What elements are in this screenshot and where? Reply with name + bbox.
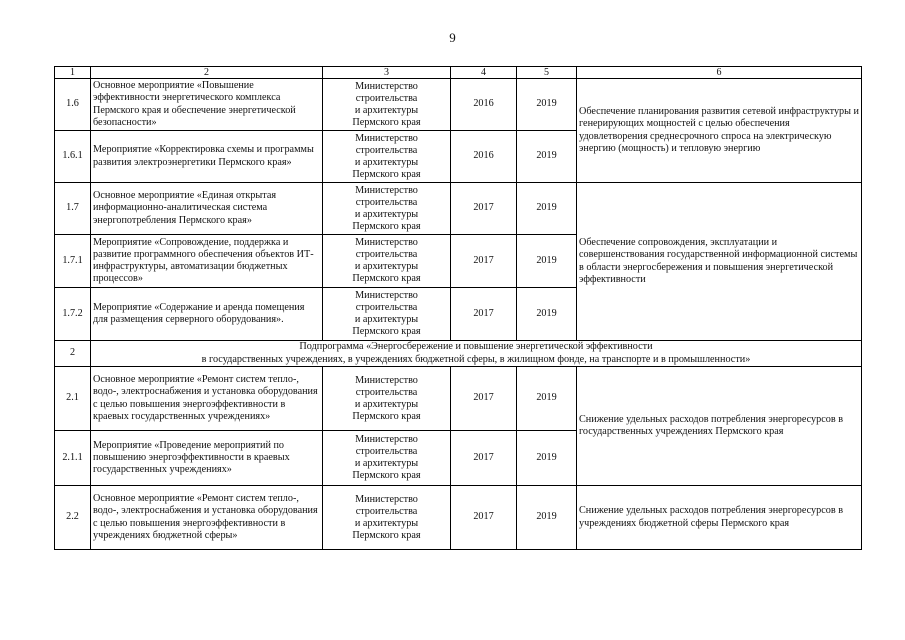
column-number-row bbox=[55, 67, 862, 79]
measure-name: Мероприятие «Корректировка схемы и программы развития электроэнергетики Пермского края» bbox=[91, 131, 323, 183]
executor-cell bbox=[323, 131, 451, 183]
executor-line: Министерство bbox=[355, 80, 418, 92]
executor-line: строительства bbox=[355, 92, 418, 104]
measure-name: Мероприятие «Проведение мероприятий по повышению энергоэффективности в краевых государственных учреждениях» bbox=[91, 431, 323, 486]
executor-cell bbox=[323, 486, 451, 550]
executor-line: строительства bbox=[355, 196, 418, 208]
executor-line: строительства bbox=[355, 249, 418, 260]
end-year: 2019 bbox=[517, 431, 577, 486]
page-number: 9 bbox=[449, 30, 456, 45]
executor-line: Министерство bbox=[355, 132, 418, 144]
table-row bbox=[55, 486, 862, 550]
executor-cell bbox=[323, 183, 451, 235]
start-year: 2017 bbox=[451, 288, 517, 341]
column-header: 2 bbox=[91, 67, 323, 79]
executor-line: и архитектуры bbox=[354, 517, 419, 529]
end-year: 2019 bbox=[517, 235, 577, 288]
executor-line: Пермского края bbox=[352, 326, 421, 337]
start-year: 2017 bbox=[451, 367, 517, 431]
column-header: 4 bbox=[451, 67, 517, 79]
row-number: 1.7 bbox=[55, 183, 91, 235]
start-year: 2016 bbox=[451, 131, 517, 183]
measure-name: Основное мероприятие «Ремонт систем тепло-, водо-, электроснабжения и установка оборудования с целью повышения энергоэффективности в краевых государственных учреждениях» bbox=[91, 367, 323, 431]
end-year: 2019 bbox=[517, 288, 577, 341]
row-number: 2.1.1 bbox=[55, 431, 91, 486]
executor-line: Министерство bbox=[355, 290, 418, 301]
executor-line: строительства bbox=[355, 302, 418, 313]
executor-cell bbox=[323, 288, 451, 341]
executor-line: строительства bbox=[355, 144, 418, 156]
subprogram-title-line: в государственных учреждениях, в учреждениях бюджетной сферы, в жилищном фонде, на транспорте и в промышленности» bbox=[201, 353, 751, 365]
table-row bbox=[55, 367, 862, 431]
measure-name: Основное мероприятие «Ремонт систем тепло-, водо-, электроснабжения и установка оборудования с целью повышения энергоэффективности в учреждениях бюджетной сферы» bbox=[91, 486, 323, 550]
expected-result: Снижение удельных расходов потребления энергоресурсов в учреждениях бюджетной сферы Пермского края bbox=[577, 486, 862, 550]
end-year: 2019 bbox=[517, 486, 577, 550]
end-year: 2019 bbox=[517, 183, 577, 235]
column-header: 3 bbox=[323, 67, 451, 79]
executor-line: Пермского края bbox=[352, 529, 421, 541]
row-number: 1.6 bbox=[55, 79, 91, 131]
expected-result: Снижение удельных расходов потребления энергоресурсов в государственных учреждениях Пермского края bbox=[577, 367, 862, 486]
start-year: 2017 bbox=[451, 486, 517, 550]
end-year: 2019 bbox=[517, 79, 577, 131]
executor-cell bbox=[323, 431, 451, 486]
table-row bbox=[55, 79, 862, 131]
executor-line: строительства bbox=[355, 505, 418, 517]
measure-name: Мероприятие «Сопровождение, поддержка и развитие программного обеспечения объектов ИТ-инфраструктуры, автоматизации бюджетных процессов» bbox=[91, 235, 323, 288]
subprogram-row bbox=[55, 341, 862, 367]
subprogram-number: 2 bbox=[55, 341, 91, 367]
executor-line: Пермского края bbox=[352, 168, 421, 180]
measure-name: Основное мероприятие «Единая открытая информационно-аналитическая система энергопотребления Пермского края» bbox=[91, 183, 323, 235]
start-year: 2017 bbox=[451, 183, 517, 235]
subprogram-title bbox=[91, 341, 862, 367]
executor-cell bbox=[323, 367, 451, 431]
executor-line: строительства bbox=[355, 386, 418, 398]
executor-line: строительства bbox=[355, 446, 418, 457]
start-year: 2017 bbox=[451, 431, 517, 486]
measure-name: Основное мероприятие «Повышение эффективности энергетического комплекса Пермского края и обеспечение энергетической безопасности» bbox=[91, 79, 323, 131]
executor-line: и архитектуры bbox=[354, 261, 419, 272]
column-header: 6 bbox=[577, 67, 862, 79]
executor-cell bbox=[323, 235, 451, 288]
table-row bbox=[55, 183, 862, 235]
expected-result: Обеспечение сопровождения, эксплуатации и совершенствования государственной информационной системы в области энергосбережения и повышения энергетической эффективности bbox=[577, 183, 862, 341]
executor-line: Пермского края bbox=[352, 116, 421, 128]
measures-table bbox=[54, 66, 862, 550]
executor-line: Министерство bbox=[355, 184, 418, 196]
row-number: 1.6.1 bbox=[55, 131, 91, 183]
executor-line: Министерство bbox=[355, 493, 418, 505]
executor-line: и архитектуры bbox=[354, 208, 419, 220]
column-header: 1 bbox=[55, 67, 91, 79]
end-year: 2019 bbox=[517, 367, 577, 431]
executor-line: и архитектуры bbox=[354, 156, 419, 168]
expected-result: Обеспечение планирования развития сетевой инфраструктуры и генерирующих мощностей с целью обеспечения удовлетворения среднесрочного спроса на электрическую энергию (мощность) и тепловую энергию bbox=[577, 79, 862, 183]
subprogram-title-line: Подпрограмма «Энергосбережение и повышение энергетической эффективности bbox=[299, 341, 653, 353]
row-number: 2.1 bbox=[55, 367, 91, 431]
measure-name: Мероприятие «Содержание и аренда помещения для размещения серверного оборудования». bbox=[91, 288, 323, 341]
column-header: 5 bbox=[517, 67, 577, 79]
executor-line: Пермского края bbox=[352, 410, 421, 422]
executor-line: и архитектуры bbox=[354, 398, 419, 410]
row-number: 1.7.2 bbox=[55, 288, 91, 341]
executor-line: и архитектуры bbox=[354, 458, 419, 469]
executor-line: Министерство bbox=[355, 237, 418, 248]
start-year: 2016 bbox=[451, 79, 517, 131]
executor-cell bbox=[323, 79, 451, 131]
executor-line: и архитектуры bbox=[354, 104, 419, 116]
start-year: 2017 bbox=[451, 235, 517, 288]
end-year: 2019 bbox=[517, 131, 577, 183]
row-number: 2.2 bbox=[55, 486, 91, 550]
executor-line: Пермского края bbox=[352, 273, 421, 284]
executor-line: Пермского края bbox=[352, 220, 421, 232]
executor-line: Пермского края bbox=[352, 470, 421, 481]
executor-line: и архитектуры bbox=[354, 314, 419, 325]
row-number: 1.7.1 bbox=[55, 235, 91, 288]
executor-line: Министерство bbox=[355, 374, 418, 386]
executor-line: Министерство bbox=[355, 434, 418, 445]
